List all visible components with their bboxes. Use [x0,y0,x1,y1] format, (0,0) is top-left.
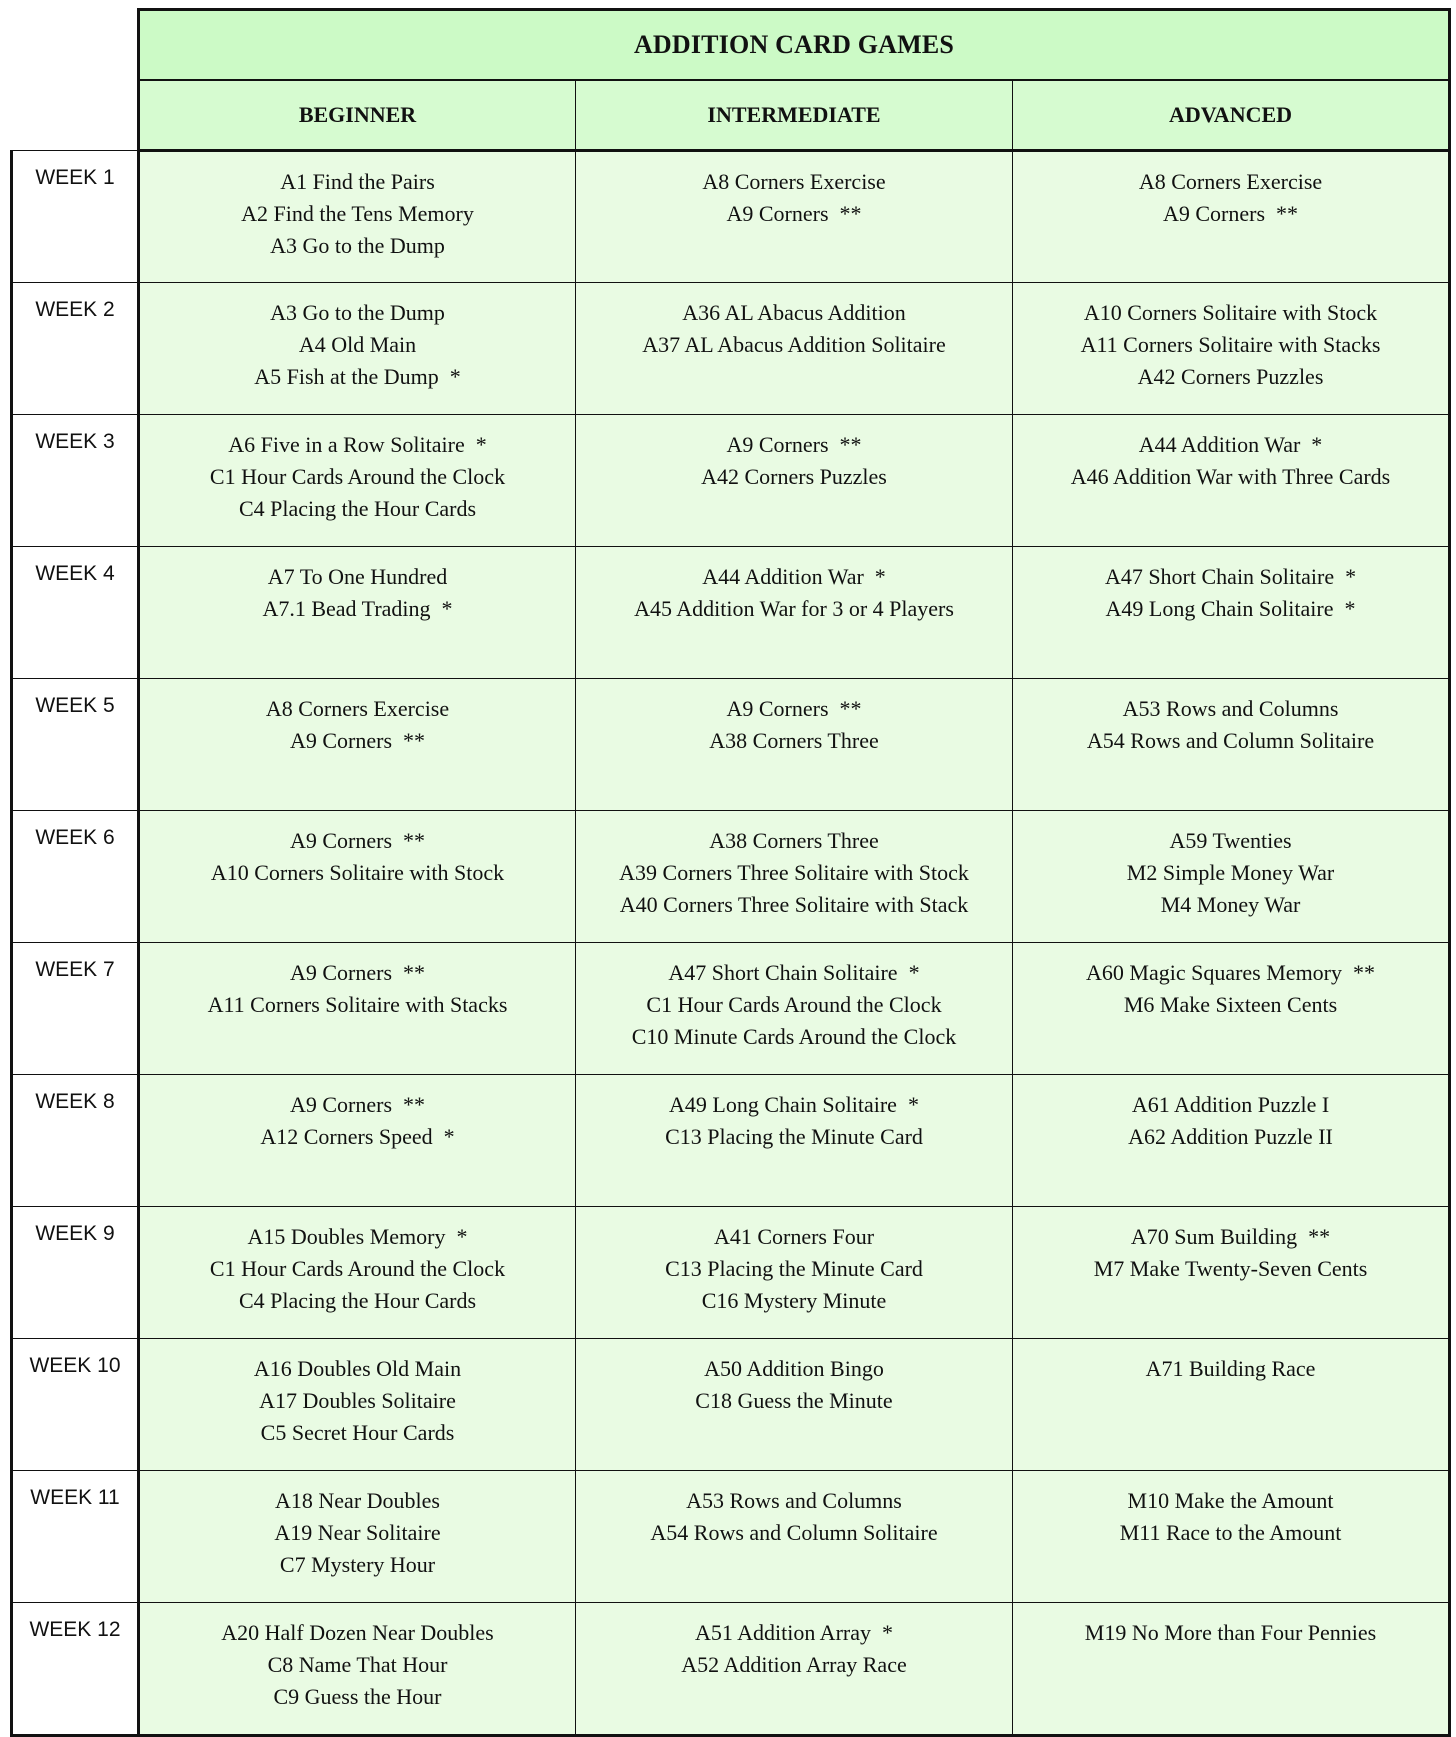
title-row [12,10,1450,81]
advanced-games-cell [1013,679,1450,811]
beginner-games-cell [139,1471,576,1603]
intermediate-games-cell [576,1075,1013,1207]
advanced-games-cell [1013,1207,1450,1339]
week-row [12,1603,1450,1736]
game-entry: A10 Corners Solitaire with Stock [210,860,505,885]
intermediate-games-cell [576,943,1013,1075]
game-entry: A3 Go to the Dump [270,300,445,325]
advanced-header: ADVANCED [1013,80,1450,151]
game-entry: C1 Hour Cards Around the Clock [209,464,506,489]
intermediate-games-cell [576,283,1013,415]
game-entry: C9 Guess the Hour [273,1684,442,1709]
game-entry: A7.1 Bead Trading * [262,596,453,621]
game-entry: A9 Corners ** [726,201,862,226]
game-entry: C4 Placing the Hour Cards [238,1288,477,1313]
intermediate-games-cell [576,679,1013,811]
week-label: WEEK 11 [12,1471,139,1603]
game-entry: A44 Addition War * [1138,432,1323,457]
game-entry: A47 Short Chain Solitaire * [668,960,920,985]
game-entry: A71 Building Race [1145,1356,1316,1381]
game-entry: C13 Placing the Minute Card [665,1256,923,1281]
game-entry: A37 AL Abacus Addition Solitaire [642,332,946,357]
intermediate-header: INTERMEDIATE [576,80,1013,151]
advanced-games-cell [1013,283,1450,415]
game-entry: A52 Addition Array Race [681,1652,907,1677]
intermediate-games-cell [576,547,1013,679]
game-entry: A53 Rows and Columns [1122,696,1339,721]
game-entry: A1 Find the Pairs [280,169,435,194]
game-entry: A40 Corners Three Solitaire with Stack [619,892,969,917]
game-entry: A15 Doubles Memory * [247,1224,468,1249]
game-entry: A10 Corners Solitaire with Stock [1083,300,1378,325]
week-label: WEEK 6 [12,811,139,943]
intermediate-games-cell [576,811,1013,943]
intermediate-games-cell [576,1603,1013,1736]
week-row [12,151,1450,283]
week-label: WEEK 4 [12,547,139,679]
beginner-games-cell [139,1207,576,1339]
intermediate-games-cell [576,151,1013,283]
game-entry: A49 Long Chain Solitaire * [1105,596,1356,621]
game-entry: A9 Corners ** [289,960,426,985]
advanced-games-cell [1013,811,1450,943]
blank-corner-lower [12,80,139,151]
game-entry: C8 Name That Hour [267,1652,448,1677]
advanced-games-cell [1013,151,1450,283]
week-row [12,1471,1450,1603]
game-entry: A8 Corners Exercise [1138,169,1323,194]
game-entry: A46 Addition War with Three Cards [1070,464,1391,489]
week-label: WEEK 2 [12,283,139,415]
week-row [12,943,1450,1075]
game-entry: A5 Fish at the Dump * [254,364,461,389]
game-entry: C4 Placing the Hour Cards [238,496,477,521]
game-entry: A17 Doubles Solitaire [259,1388,456,1413]
game-entry: A18 Near Doubles [275,1488,440,1513]
advanced-games-cell [1013,943,1450,1075]
game-entry: A45 Addition War for 3 or 4 Players [634,596,954,621]
game-entry: A7 To One Hundred [267,564,448,589]
blank-corner [12,10,139,81]
game-entry: A61 Addition Puzzle I [1131,1092,1330,1117]
game-entry: A47 Short Chain Solitaire * [1104,564,1357,589]
week-row [12,1075,1450,1207]
game-entry: A44 Addition War * [702,564,886,589]
game-entry: A4 Old Main [298,332,417,357]
game-entry: A8 Corners Exercise [702,169,886,194]
game-entry: A9 Corners ** [726,432,862,457]
game-entry: M4 Money War [1160,892,1301,917]
game-entry: M6 Make Sixteen Cents [1123,992,1338,1017]
game-entry: M7 Make Twenty-Seven Cents [1093,1256,1368,1281]
beginner-games-cell [139,1075,576,1207]
week-label: WEEK 8 [12,1075,139,1207]
beginner-games-cell [139,1603,576,1736]
week-row [12,1207,1450,1339]
game-entry: A38 Corners Three [709,828,879,853]
week-label: WEEK 9 [12,1207,139,1339]
week-row [12,283,1450,415]
advanced-games-cell [1013,1075,1450,1207]
week-label: WEEK 5 [12,679,139,811]
advanced-games-cell [1013,1339,1450,1471]
game-entry: A16 Doubles Old Main [253,1356,462,1381]
beginner-games-cell [139,283,576,415]
beginner-games-cell [139,547,576,679]
game-entry: C10 Minute Cards Around the Clock [631,1024,957,1049]
table-title: ADDITION CARD GAMES [139,10,1450,81]
game-entry: A19 Near Solitaire [274,1520,441,1545]
game-entry: A53 Rows and Columns [686,1488,902,1513]
game-entry: A59 Twenties [1169,828,1292,853]
game-entry: A9 Corners ** [289,1092,426,1117]
week-label: WEEK 3 [12,415,139,547]
game-entry: A6 Five in a Row Solitaire * [228,432,487,457]
advanced-games-cell [1013,1471,1450,1603]
level-header-row [12,80,1450,151]
game-entry: M10 Make the Amount [1127,1488,1334,1513]
beginner-header: BEGINNER [139,80,576,151]
games-table [10,8,1451,1737]
game-entry: A9 Corners ** [289,828,426,853]
intermediate-games-cell [576,415,1013,547]
game-entry: A42 Corners Puzzles [1137,364,1324,389]
beginner-games-cell [139,679,576,811]
game-entry: A62 Addition Puzzle II [1128,1124,1333,1149]
beginner-games-cell [139,415,576,547]
week-label: WEEK 1 [12,151,139,283]
week-row [12,811,1450,943]
game-entry: A11 Corners Solitaire with Stacks [1080,332,1381,357]
week-label: WEEK 12 [12,1603,139,1736]
game-entry: C7 Mystery Hour [279,1552,436,1577]
week-row [12,1339,1450,1471]
game-entry: C1 Hour Cards Around the Clock [646,992,942,1017]
game-entry: A60 Magic Squares Memory ** [1086,960,1376,985]
game-entry: A41 Corners Four [713,1224,875,1249]
game-entry: A9 Corners ** [726,696,862,721]
week-row [12,547,1450,679]
intermediate-games-cell [576,1339,1013,1471]
game-entry: A12 Corners Speed * [260,1124,455,1149]
week-label: WEEK 10 [12,1339,139,1471]
game-entry: A9 Corners ** [1162,201,1299,226]
intermediate-games-cell [576,1207,1013,1339]
week-label: WEEK 7 [12,943,139,1075]
game-entry: A51 Addition Array * [695,1620,893,1645]
week-row [12,415,1450,547]
game-entry: C13 Placing the Minute Card [665,1124,923,1149]
game-entry: C18 Guess the Minute [695,1388,893,1413]
addition-card-games-schedule [10,8,1450,1737]
game-entry: A42 Corners Puzzles [701,464,887,489]
beginner-games-cell [139,811,576,943]
game-entry: A9 Corners ** [289,728,426,753]
game-entry: A50 Addition Bingo [704,1356,884,1381]
advanced-games-cell [1013,415,1450,547]
game-entry: A2 Find the Tens Memory [241,201,474,226]
advanced-games-cell [1013,547,1450,679]
beginner-games-cell [139,943,576,1075]
advanced-games-cell [1013,1603,1450,1736]
game-entry: C1 Hour Cards Around the Clock [209,1256,506,1281]
game-entry: M19 No More than Four Pennies [1084,1620,1377,1645]
game-entry: A11 Corners Solitaire with Stacks [207,992,508,1017]
game-entry: A36 AL Abacus Addition [682,300,906,325]
game-entry: A54 Rows and Column Solitaire [1086,728,1375,753]
game-entry: C16 Mystery Minute [701,1288,887,1313]
week-row [12,679,1450,811]
game-entry: M2 Simple Money War [1126,860,1335,885]
game-entry: A49 Long Chain Solitaire * [669,1092,919,1117]
game-entry: A54 Rows and Column Solitaire [650,1520,938,1545]
intermediate-games-cell [576,1471,1013,1603]
game-entry: A3 Go to the Dump [270,233,445,258]
game-entry: M11 Race to the Amount [1119,1520,1342,1545]
game-entry: C5 Secret Hour Cards [260,1420,455,1445]
game-entry: A38 Corners Three [709,728,879,753]
game-entry: A39 Corners Three Solitaire with Stock [619,860,969,885]
weeks-body [12,151,1450,1736]
game-entry: A20 Half Dozen Near Doubles [221,1620,494,1645]
game-entry: A8 Corners Exercise [265,696,450,721]
beginner-games-cell [139,1339,576,1471]
game-entry: A70 Sum Building ** [1130,1224,1331,1249]
beginner-games-cell [139,151,576,283]
